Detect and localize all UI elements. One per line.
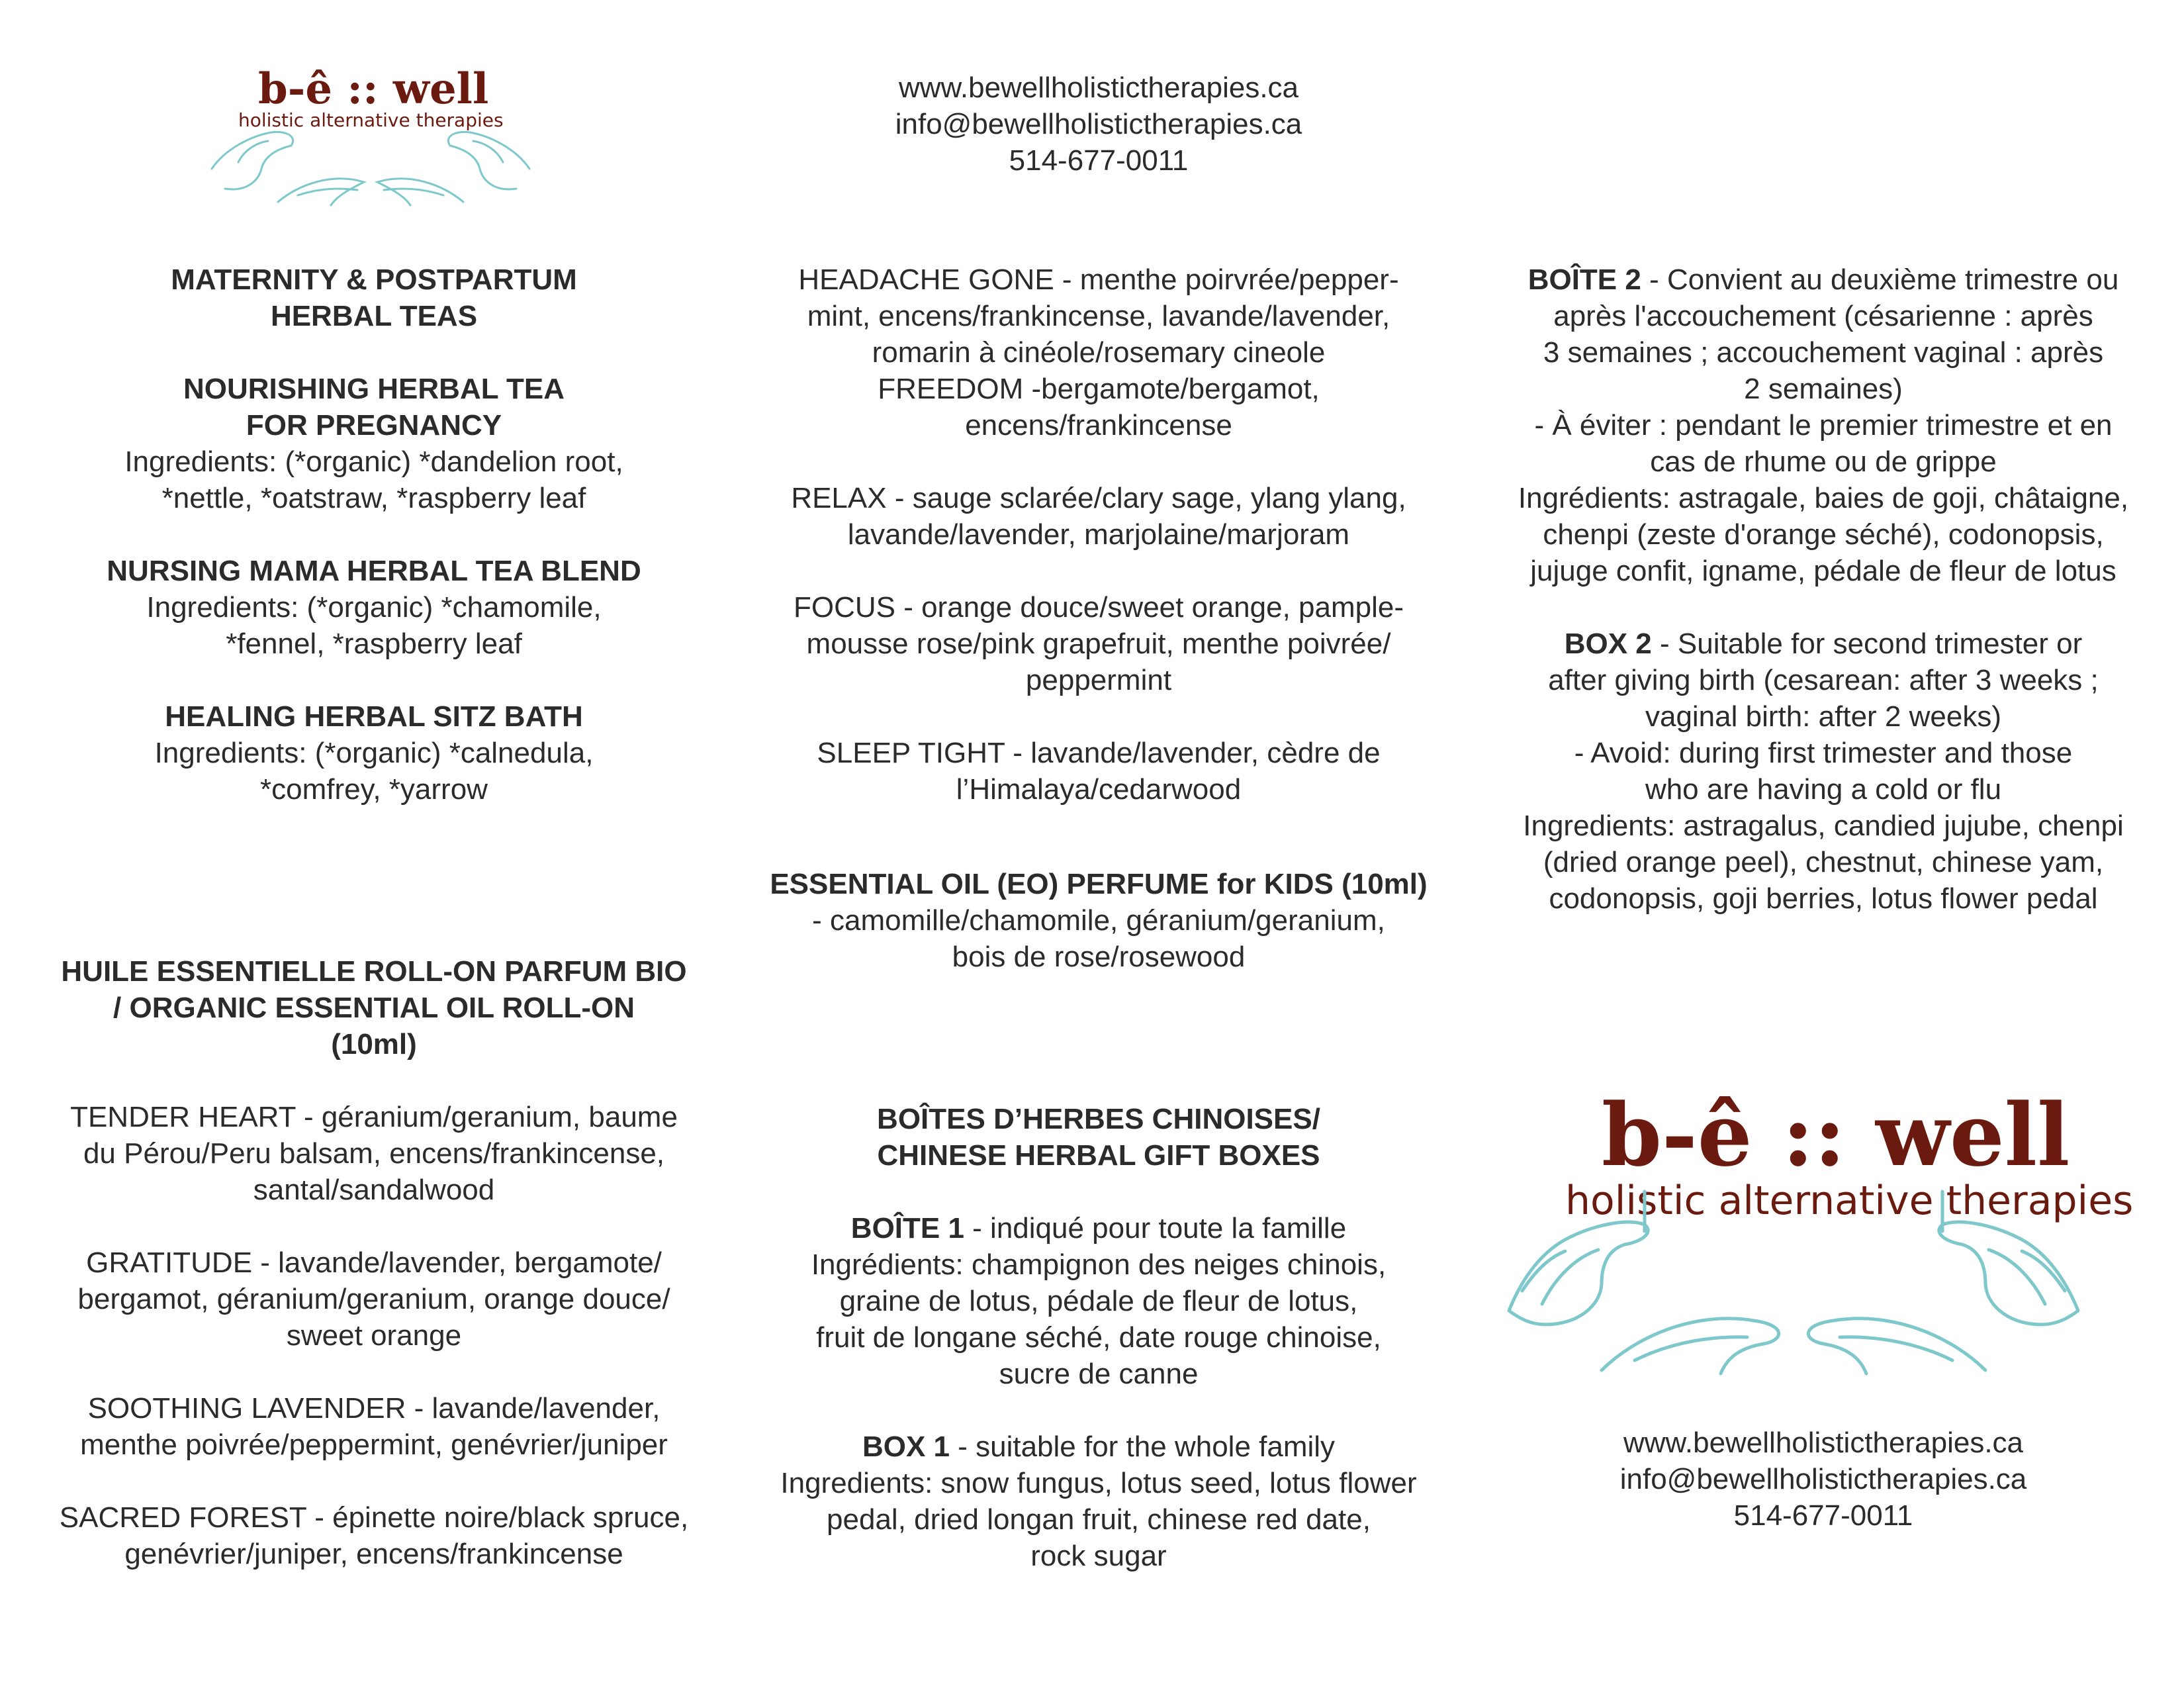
boite-2-label: BOÎTE 2 bbox=[1527, 263, 1641, 296]
blend-item: RELAX - sauge sclarée/clary sage, ylang ylang, lavande/lavender, marjolaine/marjoram bbox=[791, 482, 1406, 551]
tea-item bbox=[26, 553, 721, 662]
tea-ingredients: Ingredients: (*organic) *chamomile, bbox=[146, 591, 602, 624]
boite-2: BOÎTE 2 - Convient au deuxième trimestre ou après l'accouchement (césarienne : après 3 semaines ; accouchement vaginal : après 2 semaines) - À éviter : pendant le premier trimestre et en cas de rhume ou de grippe Ingrédients: astragale, baies de goji, châtaigne, chenpi (zeste d'orange séché), codonopsis, jujuge confit, igname, pédale de fleur de lotus bbox=[1518, 263, 2129, 587]
tea-item bbox=[26, 371, 721, 516]
email-link[interactable]: info@bewellholistictherapies.ca bbox=[1619, 1463, 2027, 1495]
boite-1-label: BOÎTE 1 bbox=[850, 1212, 964, 1244]
section-title-boxes: BOÎTES D’HERBES CHINOISES/ CHINESE HERBAL GIFT BOXES bbox=[877, 1103, 1320, 1172]
email-link[interactable]: info@bewellholistictherapies.ca bbox=[895, 108, 1302, 140]
tea-ingredients: Ingredients: (*organic) *dandelion root, bbox=[124, 445, 623, 478]
contact-bottom bbox=[1476, 1425, 2171, 1534]
hands-icon bbox=[199, 109, 543, 209]
logo-large-tagline: holistic alternative therapies bbox=[1565, 1178, 2134, 1224]
box-2: BOX 2 - Suitable for second trimester or after giving birth (cesarean: after 3 weeks ; vaginal birth: after 2 weeks) - Avoid: during first trimester and those who are having a cold or flu Ingredients: astragalus, candied jujube, chenpi (dried orange peel), chestnut, chinese yam, codonopsis, goji berries, lotus flower pedal bbox=[1523, 628, 2124, 915]
box-1-label: BOX 1 bbox=[862, 1430, 950, 1463]
phone-number[interactable]: 514-677-0011 bbox=[1009, 144, 1189, 177]
logo-large-name: b-ê :: well bbox=[1602, 1084, 2070, 1186]
rollon-item: SACRED FOREST - épinette noire/black spruce, genévrier/juniper, encens/frankincense bbox=[59, 1501, 689, 1570]
logo-large bbox=[1502, 1084, 2134, 1377]
rollon-item: GRATITUDE - lavande/lavender, bergamote/ bergamot, géranium/geranium, orange douce/ sweet orange bbox=[77, 1246, 670, 1352]
tea-name: NURSING MAMA HERBAL TEA BLEND bbox=[107, 555, 641, 587]
contact-top bbox=[735, 70, 1463, 179]
column-boxes bbox=[735, 1101, 1463, 1574]
website-link[interactable]: www.bewellholistictherapies.ca bbox=[898, 71, 1299, 104]
column-blends bbox=[735, 261, 1463, 975]
phone-number[interactable]: 514-677-0011 bbox=[1733, 1499, 1913, 1532]
kids-perfume-title: ESSENTIAL OIL (EO) PERFUME for KIDS (10ml) bbox=[770, 868, 1428, 900]
website-link[interactable]: www.bewellholistictherapies.ca bbox=[1623, 1427, 2024, 1459]
blend-item: HEADACHE GONE - menthe poirvrée/pepper- mint, encens/frankincense, lavande/lavender, romarin à cinéole/rosemary cineole FREEDOM -bergamote/bergamot, encens/frankincense bbox=[798, 263, 1399, 442]
tea-name: HEALING HERBAL SITZ BATH bbox=[165, 700, 583, 733]
rollon-item: SOOTHING LAVENDER - lavande/lavender, menthe poivrée/peppermint, genévrier/juniper bbox=[80, 1392, 668, 1461]
blend-item: FOCUS - orange douce/sweet orange, pample- mousse rose/pink grapefruit, menthe poivrée/ peppermint bbox=[793, 591, 1404, 696]
section-title-teas: MATERNITY & POSTPARTUM HERBAL TEAS bbox=[171, 263, 577, 332]
column-teas bbox=[26, 261, 721, 808]
blend-item: SLEEP TIGHT - lavande/lavender, cèdre de l’Himalaya/cedarwood bbox=[817, 737, 1381, 806]
tea-item bbox=[26, 698, 721, 808]
section-title-rollon: HUILE ESSENTIELLE ROLL-ON PARFUM BIO / ORGANIC ESSENTIAL OIL ROLL-ON (10ml) bbox=[61, 955, 687, 1060]
tea-ingredients: *comfrey, *yarrow bbox=[260, 773, 488, 806]
kids-perfume: ESSENTIAL OIL (EO) PERFUME for KIDS (10ml) - camomille/chamomile, géranium/geranium, bois de rose/rosewood bbox=[735, 866, 1463, 975]
tea-name: NOURISHING HERBAL TEA bbox=[183, 373, 565, 405]
boite-1: BOÎTE 1 - indiqué pour toute la famille Ingrédients: champignon des neiges chinois, graine de lotus, pédale de fleur de lotus, fruit de longane séché, date rouge chinoise, sucre de canne bbox=[811, 1212, 1387, 1390]
column-box2 bbox=[1476, 261, 2171, 917]
box-1: BOX 1 - suitable for the whole family Ingredients: snow fungus, lotus seed, lotus flower pedal, dried longan fruit, chinese red date, rock sugar bbox=[780, 1430, 1417, 1572]
tea-name: FOR PREGNANCY bbox=[246, 409, 502, 442]
logo-small-tagline: holistic alternative therapies bbox=[238, 109, 504, 131]
rollon-item: TENDER HEART - géranium/geranium, baume du Pérou/Peru balsam, encens/frankincense, santal/sandalwood bbox=[70, 1101, 678, 1206]
logo-small bbox=[199, 63, 543, 209]
box-2-label: BOX 2 bbox=[1564, 628, 1652, 660]
logo-small-name: b-ê :: well bbox=[258, 64, 489, 114]
hands-icon bbox=[1502, 1178, 2085, 1377]
tea-ingredients: *fennel, *raspberry leaf bbox=[226, 628, 522, 660]
tea-ingredients: Ingredients: (*organic) *calnedula, bbox=[154, 737, 594, 769]
tea-ingredients: *nettle, *oatstraw, *raspberry leaf bbox=[161, 482, 586, 514]
column-rollons bbox=[26, 953, 721, 1572]
